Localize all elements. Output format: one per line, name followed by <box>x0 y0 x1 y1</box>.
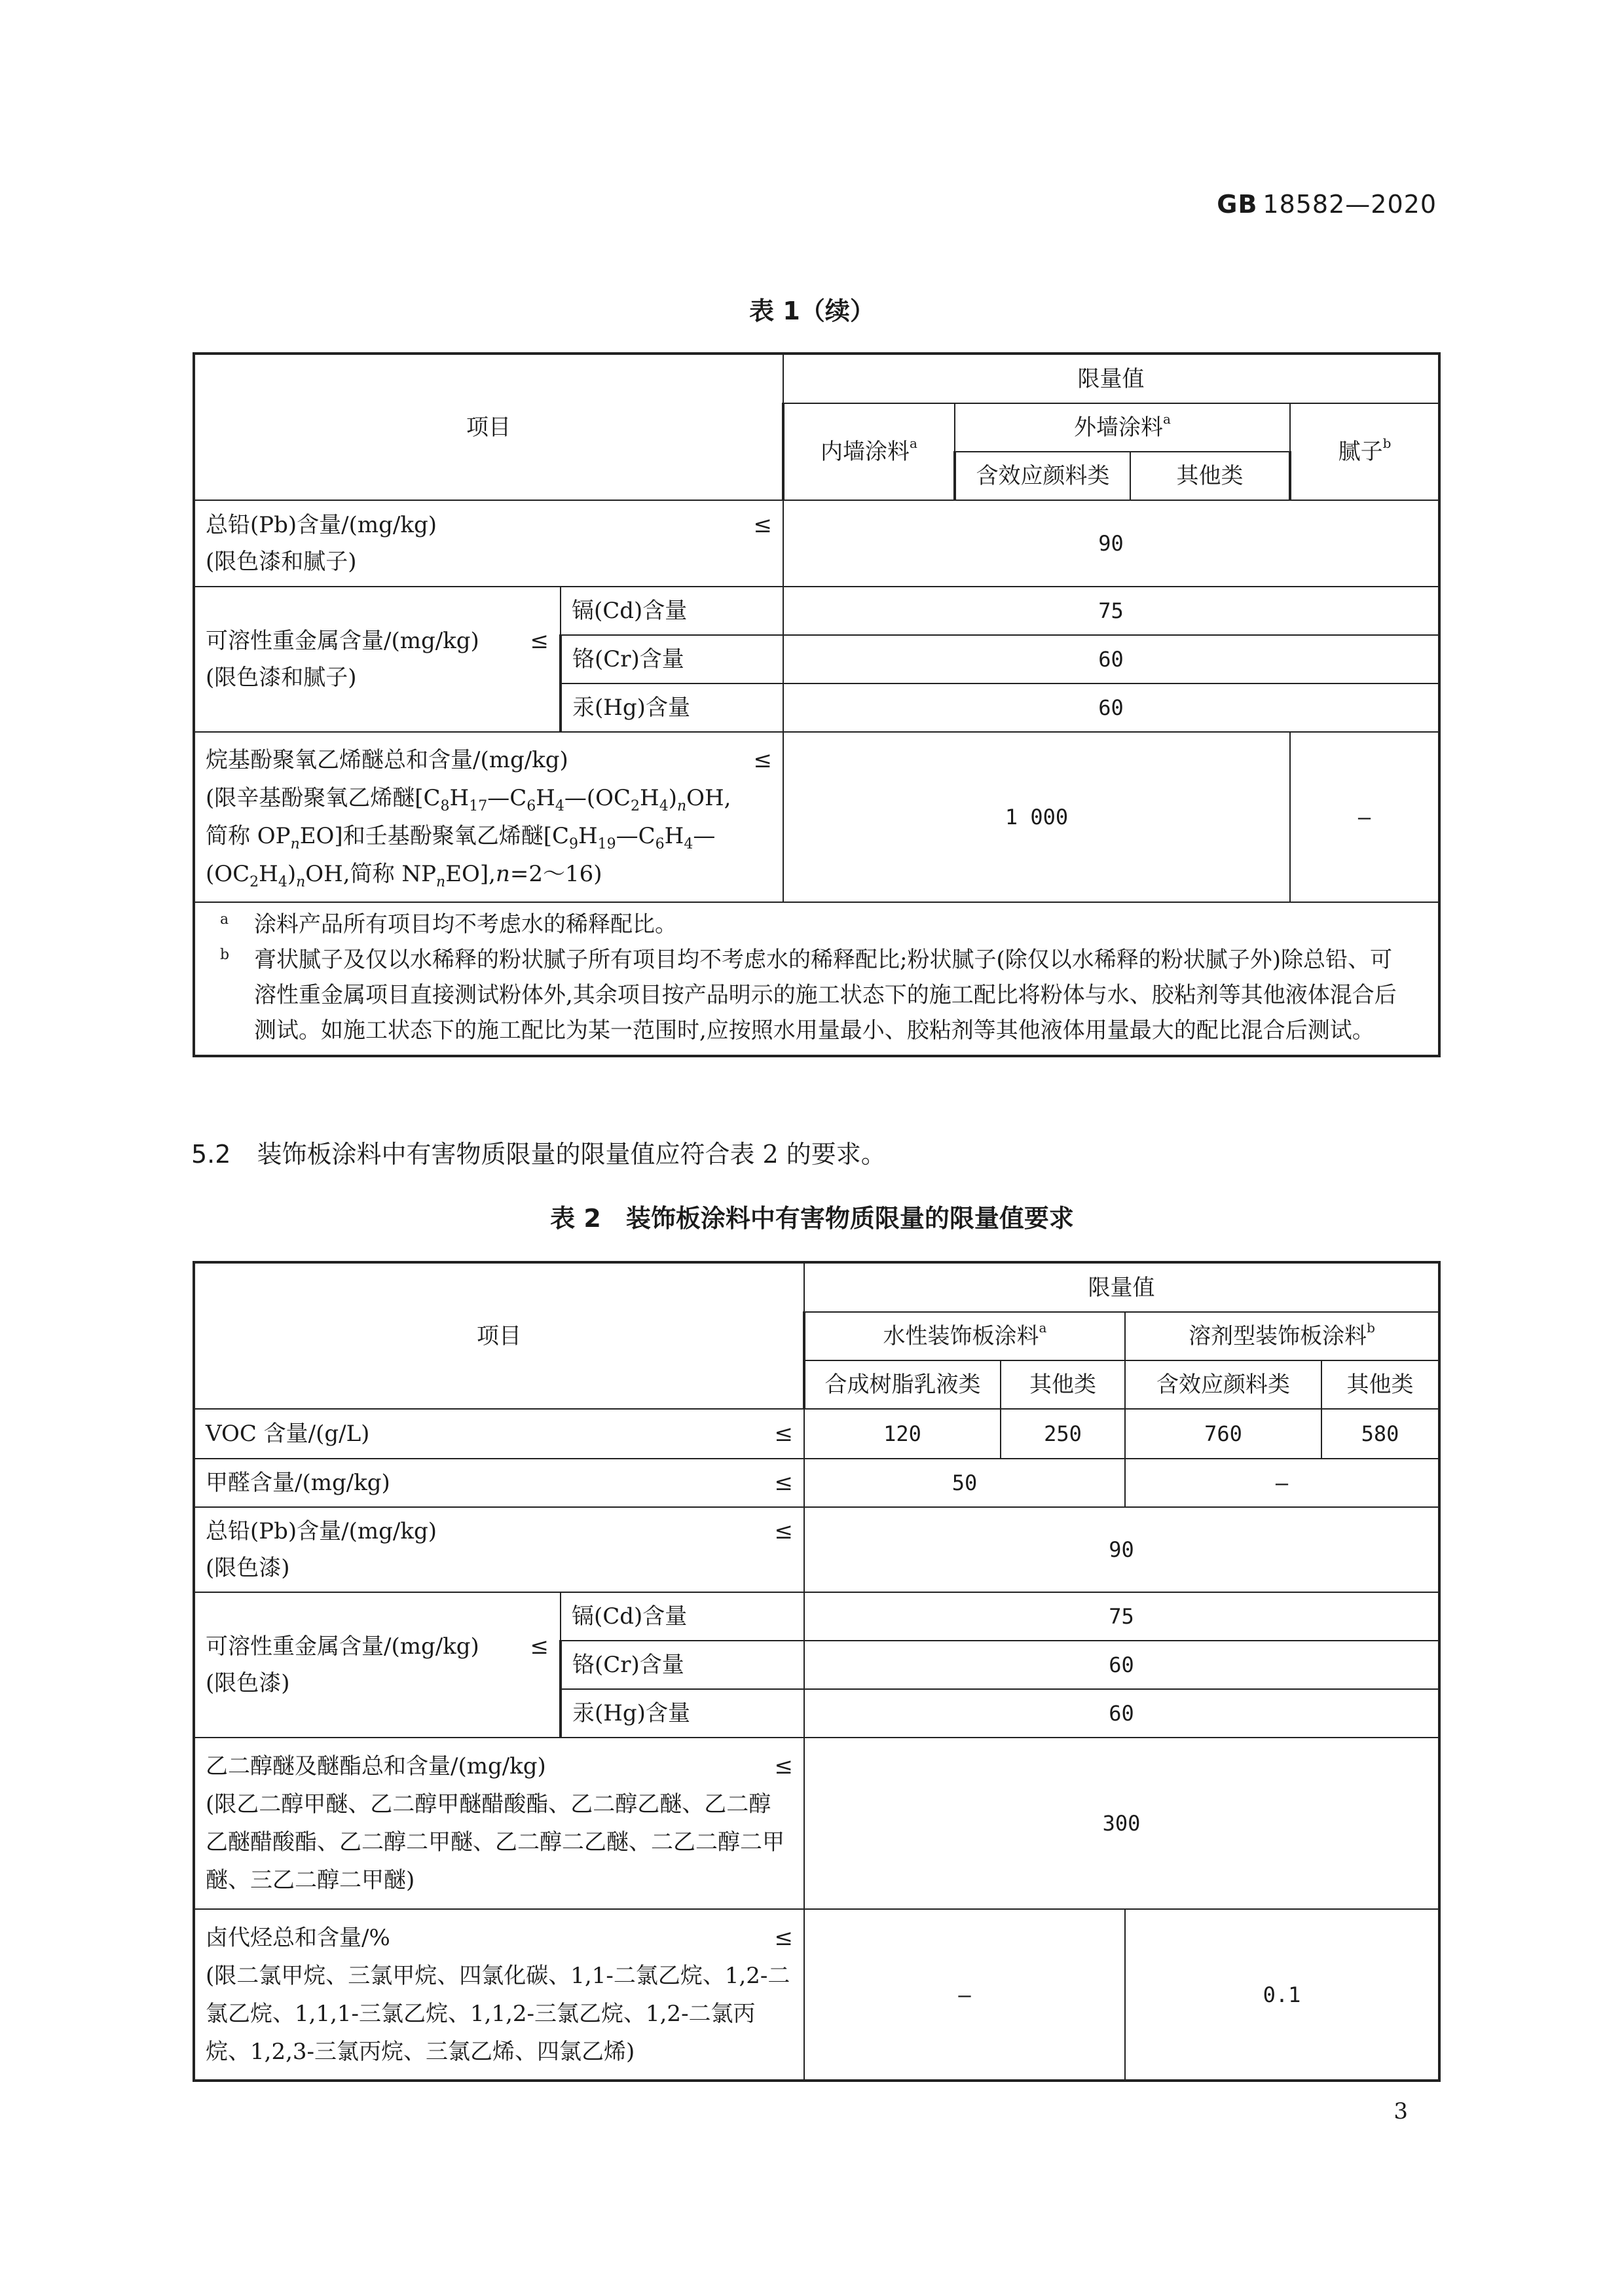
t2-voc-value-4: 580 <box>1321 1409 1439 1459</box>
t2-hg-value: 60 <box>804 1689 1439 1738</box>
t1-lead-label: ≤ 总铅(Pb)含量/(mg/kg) (限色漆和腻子) <box>194 500 783 587</box>
t2-glycol-label: ≤ 乙二醇醚及醚酯总和含量/(mg/kg) (限乙二醇甲醚、乙二醇甲醚醋酸酯、乙二醇乙醚、乙二醇乙醚醋酸酯、乙二醇二甲醚、乙二醇二乙醚、二乙二醇二甲醚、三乙二醇二甲醚) <box>194 1738 804 1909</box>
t1-putty-header: 腻子$^b$ <box>1290 403 1439 500</box>
t2-cr-value: 60 <box>804 1641 1439 1689</box>
t2-halo-solvent-value: 0.1 <box>1125 1909 1439 2081</box>
t2-cd-label: 镉(Cd)含量 <box>561 1592 804 1641</box>
t2-hcho-label: ≤ 甲醛含量/(mg/kg) <box>194 1459 804 1507</box>
t2-lead-label: ≤ 总铅(Pb)含量/(mg/kg) (限色漆) <box>194 1507 804 1592</box>
t2-voc-value-1: 120 <box>804 1409 1001 1459</box>
t2-halo-label: ≤ 卤代烃总和含量/% (限二氯甲烷、三氯甲烷、四氯化碳、1,1-二氯乙烷、1,2-二氯乙烷、1,1,1-三氯乙烷、1,1,2-三氯乙烷、1,2-二氯丙烷、1,2,3-三氯丙烷、三氯乙烯、四氯乙烯) <box>194 1909 804 2081</box>
t1-ape-value: 1 000 <box>783 732 1290 902</box>
t1-cr-value: 60 <box>783 635 1439 683</box>
t1-limit-header: 限量值 <box>783 354 1439 403</box>
t1-ape-putty-value: — <box>1290 732 1439 902</box>
t1-hg-value: 60 <box>783 683 1439 732</box>
t1-exterior-other-header: 其他类 <box>1130 452 1290 500</box>
t2-hcho-water-value: 50 <box>804 1459 1125 1507</box>
t2-solvent-header: 溶剂型装饰板涂料$^b$ <box>1125 1312 1439 1360</box>
table-1-caption: 表 1（续） <box>749 297 875 325</box>
t1-lead-value: 90 <box>783 500 1439 587</box>
t2-water-other-header: 其他类 <box>1001 1360 1125 1409</box>
t2-lead-value: 90 <box>804 1507 1439 1592</box>
table-2-caption: 表 2 装饰板涂料中有害物质限量的限量值要求 <box>550 1204 1074 1233</box>
t1-footnote-b: b 膏状腻子及仅以水稀释的粉状腻子所有项目均不考虑水的稀释配比;粉状腻子(除仅以水稀释的粉状腻子外)除总铅、可溶性重金属项目直接测试粉体外,其余项目按产品明示的施工状态下的施工配比将粉体与水、胶粘剂等其他液体混合后测试。如施工状态下的施工配比为某一范围时,应按照水用量最小、胶粘剂等其他液体用量最大的配比混合后测试。 <box>220 947 1397 1044</box>
table-2 <box>193 1261 1441 2082</box>
t1-exterior-header: 外墙涂料$^a$ <box>955 403 1290 452</box>
t2-hcho-solvent-value: — <box>1125 1459 1439 1507</box>
t2-hg-label: 汞(Hg)含量 <box>561 1689 804 1738</box>
t2-water-header: 水性装饰板涂料$^a$ <box>804 1312 1125 1360</box>
t1-ape-label: ≤ 烷基酚聚氧乙烯醚总和含量/(mg/kg) (限辛基酚聚氧乙烯醚[$C_8H_{17}—C_6H_4—(OC_2H_4)_nOH$, 简称 $OP_nEO$]和壬基酚聚氧乙烯醚[$C_9H_{19}—C_6H_4—$ $(OC_2H_4)_nOH$,简称 $NP_nEO],n=2\sim 16$) <box>194 732 783 902</box>
page-number: 3 <box>1393 2098 1408 2124</box>
standard-code: GB 18582—2020 <box>1217 190 1437 219</box>
t2-halo-water-value: — <box>804 1909 1125 2081</box>
t1-footnote-a: a 涂料产品所有项目均不考虑水的稀释配比。 <box>220 911 677 938</box>
t2-resin-header: 合成树脂乳液类 <box>804 1360 1001 1409</box>
t1-interior-header: 内墙涂料$^a$ <box>783 403 955 500</box>
t2-voc-label: ≤ VOC 含量/(g/L) <box>194 1409 804 1459</box>
t2-effect-header: 含效应颜料类 <box>1125 1360 1321 1409</box>
t1-cr-label: 铬(Cr)含量 <box>561 635 783 683</box>
t1-footnotes <box>194 902 1439 1056</box>
t2-glycol-value: 300 <box>804 1738 1439 1909</box>
t2-solvent-other-header: 其他类 <box>1321 1360 1439 1409</box>
t2-heavy-metal-label: ≤ 可溶性重金属含量/(mg/kg) (限色漆) <box>194 1592 561 1738</box>
t1-hg-label: 汞(Hg)含量 <box>561 683 783 732</box>
clause-5-2: 5.2 装饰板涂料中有害物质限量的限量值应符合表 2 的要求。 <box>191 1140 886 1169</box>
t1-cd-value: 75 <box>783 587 1439 635</box>
t1-item-header: 项目 <box>194 354 783 500</box>
t2-limit-header: 限量值 <box>804 1262 1439 1312</box>
t2-cd-value: 75 <box>804 1592 1439 1641</box>
t2-voc-value-3: 760 <box>1125 1409 1321 1459</box>
t1-exterior-effect-header: 含效应颜料类 <box>955 452 1130 500</box>
t1-cd-label: 镉(Cd)含量 <box>561 587 783 635</box>
t2-cr-label: 铬(Cr)含量 <box>561 1641 804 1689</box>
t2-voc-value-2: 250 <box>1001 1409 1125 1459</box>
t1-heavy-metal-label: ≤ 可溶性重金属含量/(mg/kg) (限色漆和腻子) <box>194 587 561 732</box>
table-1 <box>193 352 1441 1057</box>
t2-item-header: 项目 <box>194 1262 804 1409</box>
